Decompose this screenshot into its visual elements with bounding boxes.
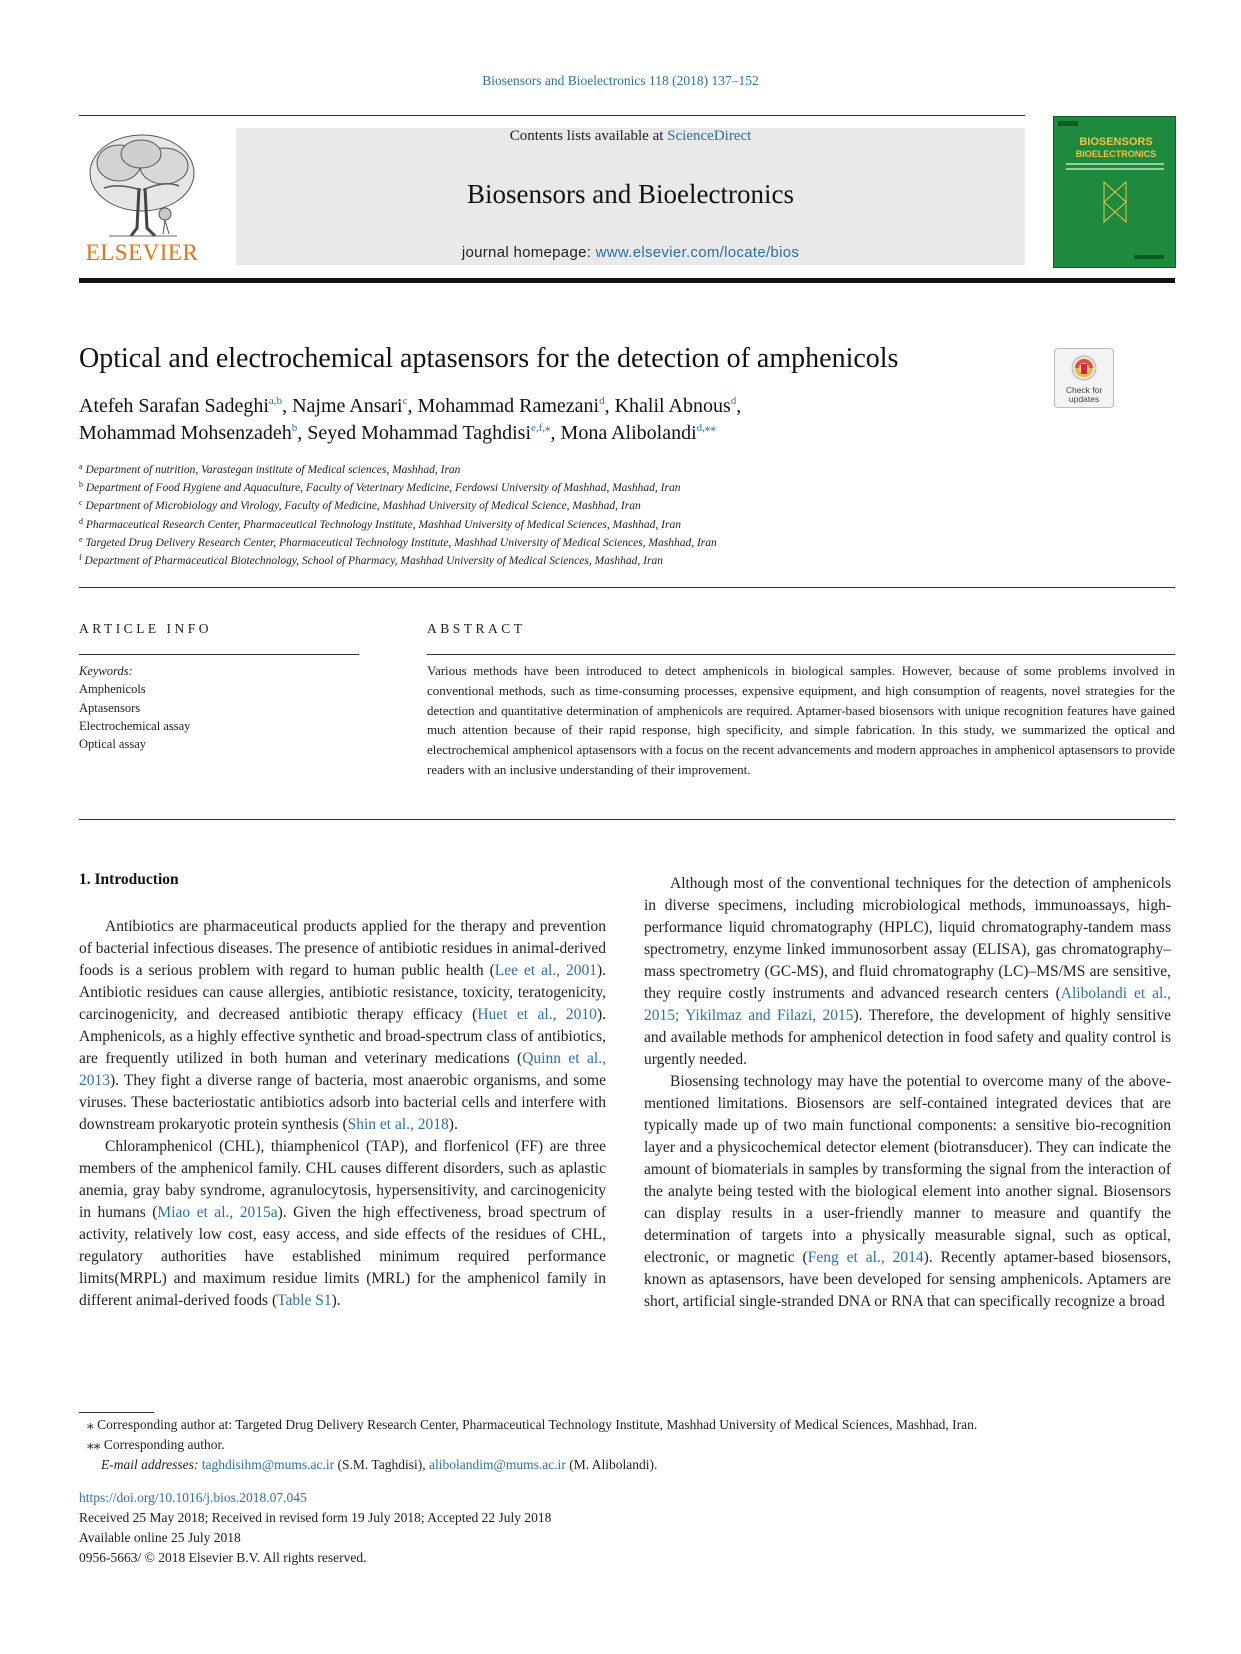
author[interactable]: Seyed Mohammad Taghdisi$^{e,f,⁎}$ [307, 422, 551, 444]
abstract-bottom-rule [79, 819, 1175, 820]
author-affil-marker[interactable]: d [599, 395, 605, 407]
author[interactable]: Mohammad Mohsenzadeh$^b$ [79, 422, 298, 444]
abstract-heading: ABSTRACT [427, 621, 526, 636]
affiliation: $^c$ Department of Microbiology and Virology, Faculty of Medicine, Mashhad University of Medical Science, Mashhad, Iran [79, 498, 641, 513]
journal-cover-image [1054, 117, 1175, 267]
masthead-rule [79, 278, 1175, 283]
article-info-rule [79, 654, 359, 655]
journal-masthead [236, 128, 1025, 265]
email-link[interactable]: alibolandim@mums.ac.ir [428, 1457, 566, 1472]
keywords-block [79, 662, 190, 753]
running-head[interactable]: Biosensors and Bioelectronics 118 (2018) 137–152 [482, 73, 759, 88]
citation-link[interactable]: Huet et al., 2010 [477, 1006, 597, 1023]
citation-link[interactable]: Alibolandi et al., 2015; Yikilmaz and Filazi, 2015 [644, 985, 1171, 1024]
citation-link[interactable]: Shin et al., 2018 [347, 1116, 449, 1133]
affiliation-list [79, 461, 1059, 570]
publication-history: Received 25 May 2018; Received in revised form 19 July 2018; Accepted 22 July 2018 [79, 1510, 552, 1525]
footnote: ⁎⁎ Corresponding author. [87, 1437, 225, 1452]
author-affil-marker[interactable]: d,⁎⁎ [696, 422, 716, 434]
available-online: Available online 25 July 2018 [79, 1530, 241, 1545]
homepage-link[interactable]: www.elsevier.com/locate/bios [595, 244, 800, 261]
footnotes [79, 1415, 1179, 1475]
elsevier-logo [79, 128, 205, 268]
author-affil-marker[interactable]: c [402, 395, 408, 407]
author[interactable]: Najme Ansari$^c$ [292, 395, 408, 417]
citation-link[interactable]: Feng et al., 2014 [807, 1249, 924, 1266]
copyright: 0956-5663/ © 2018 Elsevier B.V. All rights reserved. [79, 1550, 367, 1565]
body-paragraph: Biosensing technology may have the potential to overcome many of the above-mentioned limitations. Biosensors are self-contained integrated devices that are typically made up of two main functional components: a sensitive bio-recognition layer and a physicochemical detector element (biotransducer). They can indicate the amount of biomaterials in samples by transforming the signal from the interaction of the analyte being tested with the biological element into another signal. Biosensors can display results in a user-friendly manner to measure and quantify the determination of targets into a physically measurable signal, such as optical, electronic, or magnetic (Feng et al., 2014). Recently aptamer-based biosensors, known as aptasensors, have been developed for sensing amphenicols. Aptamers are short, artificial single-stranded DNA or RNA that can specifically recognize a broad [644, 1073, 1172, 1310]
contents-prefix: Contents lists available at [509, 128, 668, 144]
header-rule [79, 115, 1025, 116]
front-matter-rule [79, 587, 1175, 588]
email-footnote: E-mail addresses: taghdisihm@mums.ac.ir (S.M. Taghdisi), alibolandim@mums.ac.ir (M. Alibolandi). [101, 1457, 658, 1472]
section-heading-introduction: 1. Introduction [79, 871, 179, 888]
journal-cover[interactable] [1053, 116, 1176, 268]
contents-line [236, 128, 1025, 145]
author-list: Atefeh Sarafan Sadeghi$^{a,b}$, Najme Ansari$^c$, Mohammad Ramezani$^d$, Khalil Abnous$^d$, Mohammad Mohsenzadeh$^b$, Seyed Mohammad Taghdisi$^{e,f,⁎}$, Mona Alibolandi$^{d,⁎⁎}$ [79, 395, 742, 444]
keyword: Electrochemical assay [79, 718, 191, 733]
journal-title: Biosensors and Bioelectronics [467, 179, 794, 209]
elsevier-tree-icon [79, 128, 205, 268]
author[interactable]: Mohammad Ramezani$^d$ [417, 395, 605, 417]
citation-link[interactable]: Miao et al., 2015a [157, 1204, 278, 1221]
affiliation: $^b$ Department of Food Hygiene and Aquaculture, Faculty of Veterinary Medicine, Ferdowsi University of Mashhad, Mashhad, Iran [79, 480, 681, 495]
svg-text:ELSEVIER: ELSEVIER [85, 240, 199, 265]
publication-info [79, 1488, 551, 1568]
homepage-prefix: journal homepage: [461, 244, 596, 261]
journal-homepage-line [236, 244, 1025, 261]
author-affil-marker[interactable]: d [730, 395, 737, 407]
check-updates-icon [1055, 349, 1113, 389]
keywords-heading: Keywords: [79, 664, 133, 678]
author-affil-marker[interactable]: b [291, 422, 298, 434]
author-affil-marker[interactable]: e,f,⁎ [531, 422, 551, 434]
author-affil-marker[interactable]: a,b [268, 395, 283, 407]
affiliation: $^a$ Department of nutrition, Varastegan institute of Medical sciences, Mashhad, Iran [79, 462, 461, 476]
footnote: ⁎ Corresponding author at: Targeted Drug Delivery Research Center, Pharmaceutical Technology Institute, Mashhad University of Medical Sciences, Mashhad, Iran. [87, 1417, 978, 1432]
abstract-text: Various methods have been introduced to detect amphenicols in biological samples. However, because of some problems involved in conventional methods, such as time-consuming processes, expensive equipment, and high consumption of reagents, novel strategies for the detection and quantitative determination of amphenicols are required. Aptamer-based biosensors with unique recognition features have gained much attention because of their rapid response, high specificity, and simple fabrication. In this study, we summarized the optical and electrochemical amphenicol aptasensors with a focus on the recent advancements and modern approaches in amphenicol aptasensors to provide readers with an inclusive understanding of their improvement. [427, 663, 1175, 777]
abstract-rule [427, 654, 1175, 655]
keyword: Aptasensors [79, 700, 141, 715]
email-link[interactable]: taghdisihm@mums.ac.ir [201, 1457, 335, 1472]
citation-link[interactable]: Quinn et al., 2013 [79, 1050, 606, 1089]
doi-link[interactable]: https://doi.org/10.1016/j.bios.2018.07.045 [79, 1490, 307, 1505]
svg-text:BIOSENSORS: BIOSENSORS [1079, 136, 1153, 148]
article-title: Optical and electrochemical aptasensors for the detection of amphenicols [79, 343, 899, 374]
keyword: Optical assay [79, 737, 146, 752]
check-for-updates-button[interactable] [1054, 348, 1114, 408]
affiliation: $^f$ Department of Pharmaceutical Biotechnology, School of Pharmacy, Mashhad University of Medical Sciences, Mashhad, Iran [79, 553, 663, 568]
svg-text:BIOELECTRONICS: BIOELECTRONICS [1075, 149, 1157, 159]
check-updates-label: Check for updates [1065, 385, 1103, 404]
author[interactable]: Khalil Abnous$^d$ [614, 395, 737, 417]
body-paragraph: Although most of the conventional techniques for the detection of amphenicols in diverse specimens, including microbiological methods, immunoassays, high-performance liquid chromatography (HPLC), liquid chromatography-tandem mass spectrometry, enzyme linked immunosorbent assay (ELISA), gas chromatography–mass spectrometry (GC-MS), and fluid chromatography (LC)–MS/MS are sensitive, they require costly instruments and advanced research centers (Alibolandi et al., 2015; Yikilmaz and Filazi, 2015). Therefore, the development of highly sensitive and available methods for amphenicol detection in food safety and quality control is urgently needed. [644, 875, 1172, 1068]
author[interactable]: Mona Alibolandi$^{d,⁎⁎}$ [560, 422, 716, 444]
article-info-heading: ARTICLE INFO [79, 621, 213, 636]
body-column-left [79, 916, 606, 1312]
table-link[interactable]: Table S1 [277, 1292, 332, 1309]
affiliation: $^e$ Targeted Drug Delivery Research Center, Pharmaceutical Technology Institute, Mashhad University of Medical Sciences, Mashhad, Iran [79, 534, 717, 549]
author[interactable]: Atefeh Sarafan Sadeghi$^{a,b}$ [79, 395, 283, 417]
citation-link[interactable]: Lee et al., 2001 [494, 962, 597, 979]
body-paragraph: Chloramphenicol (CHL), thiamphenicol (TAP), and florfenicol (FF) are three members of the amphenicol family. CHL causes different disorders, such as aplastic anemia, gray baby syndrome, agranulocytosis, hypersensitivity, and carcinogenicity in humans (Miao et al., 2015a). Given the high effectiveness, broad spectrum of activity, relatively low cost, easy access, and side effects of the residues of CHL, regulatory authorities have established minimum required performance limits(MRPL) and maximum residue limits (MRL) for the amphenicol family in different animal-derived foods (Table S1). [79, 1138, 606, 1309]
affiliation: $^d$ Pharmaceutical Research Center, Pharmaceutical Technology Institute, Mashhad University of Medical Sciences, Mashhad, Iran [79, 516, 681, 531]
sciencedirect-link[interactable]: ScienceDirect [667, 128, 752, 144]
keyword: Amphenicols [79, 682, 146, 697]
body-column-right [644, 873, 1171, 1313]
footnote-rule [79, 1412, 154, 1413]
body-paragraph: Antibiotics are pharmaceutical products applied for the therapy and prevention of bacterial infectious diseases. The presence of antibiotic residues in animal-derived foods is a serious problem with regard to human public health (Lee et al., 2001). Antibiotic residues can cause allergies, antibiotic resistance, toxicity, teratogenicity, carcinogenicity, and decreased antibiotic therapy efficacy (Huet et al., 2010). Amphenicols, as a highly effective synthetic and broad-spectrum class of antibiotics, are frequently utilized in both human and veterinary medications (Quinn et al., 2013). They fight a diverse range of bacteria, most anaerobic organisms, and some viruses. These bacteriostatic antibiotics adsorb into bacterial cells and interfere with downstream prokaryotic protein synthesis (Shin et al., 2018). [79, 918, 606, 1133]
